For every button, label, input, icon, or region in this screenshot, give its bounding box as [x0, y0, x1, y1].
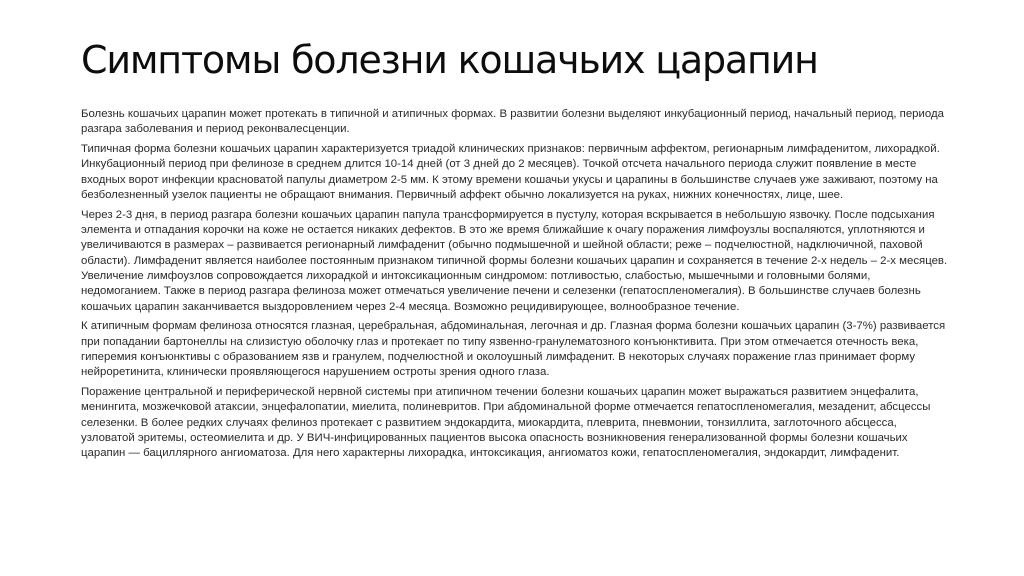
paragraph-nervous-system: Поражение центральной и периферической нервной системы при атипичном течении болезни кошачьих царапин может выражаться развитием энцефалита, менингита, мозжечковой атаксии, энцефалопатии, миелита, полиневритов. При абдоминальной форме отмечается гепатоспленомегалия, мезаденит, абсцессы селезенки. В более редких случаях фелиноз протекает с развитием эндокардита, миокардита, плеврита, пневмонии, тонзиллита, заглоточного абсцесса, узловатой эритемы, остеомиелита и др. У ВИЧ-инфицированных пациентов высока опасность возникновения генерализованной формы болезни кошачьих царапин — бациллярного ангиоматоза. Для него характерны лихорадка, интоксикация, ангиоматоз кожи, гепатоспленомегалия, эндокардит, лимфаденит. — [81, 386, 931, 460]
slide-body — [81, 107, 953, 466]
paragraph-typical-form: Типичная форма болезни кошачьих царапин характеризуется триадой клинических признаков: первичным аффектом, регионарным лимфаденитом, лихорадкой. Инкубационный период при фелинозе в среднем длится 10-14 дней (от 3 дней до 2 месяцев). Точкой отсчета начального периода служит появление в месте входных ворот инфекции красноватой папулы диаметром 2-5 мм. К этому времени кошачьи укусы и царапины в большинстве случаев уже заживают, поэтому на безболезненный узелок пациенты не обращают внимания. Первичный аффект обычно локализуется на руках, нижних конечностях, лице, шее. — [81, 143, 940, 201]
paragraph-peak-period: Через 2-3 дня, в период разгара болезни кошачьих царапин папула трансформируется в пустулу, которая вскрывается в небольшую язвочку. После подсыхания элемента и отпадания корочки на коже не остается никаких дефектов. В это же время ближайшие к очагу поражения лимфоузлы воспаляются, уплотняются и увеличиваются в размерах – развивается регионарный лимфаденит (обычно подмышечной и шейной области; реже – подчелюстной, надключичной, паховой области). Лимфаденит является наиболее постоянным признаком типичной формы болезни кошачьих царапин и сохраняется в течение 2-х недель – 2-х месяцев. Увеличение лимфоузлов сопровождается лихорадкой и интоксикационным синдромом: потливостью, слабостью, мышечными и головными болями, недомоганием. Также в период разгара фелиноза может отмечаться увеличение печени и селезенки (гепатоспленомегалия). В большинстве случаев болезнь кошачьих царапин заканчивается выздоровлением через 2-4 месяца. Возможно рецидивирующее, волнообразное течение. — [81, 208, 948, 313]
paragraph-intro: Болезнь кошачьих царапин может протекать в типичной и атипичных формах. В развитии болезни выделяют инкубационный период, начальный период, периода разгара заболевания и период реконвалесценции. — [81, 108, 944, 136]
paragraph-atypical-forms: К атипичным формам фелиноза относятся глазная, церебральная, абдоминальная, легочная и др. Глазная форма болезни кошачьих царапин (3-7%) развивается при попадании бартонеллы на слизистую оболочку глаз и протекает по типу язвенно-гранулематозного конъюнктивита. При этом отмечается отечность века, гиперемия конъюнктивы с образованием язв и гранулем, подчелюстной и околоушный лимфаденит. В некоторых случаях поражение глаз принимает форму нейроретинита, клинически проявляющегося нарушением остроты зрения одного глаза. — [81, 320, 946, 379]
slide-title: Симптомы болезни кошачьих царапин — [81, 38, 818, 82]
